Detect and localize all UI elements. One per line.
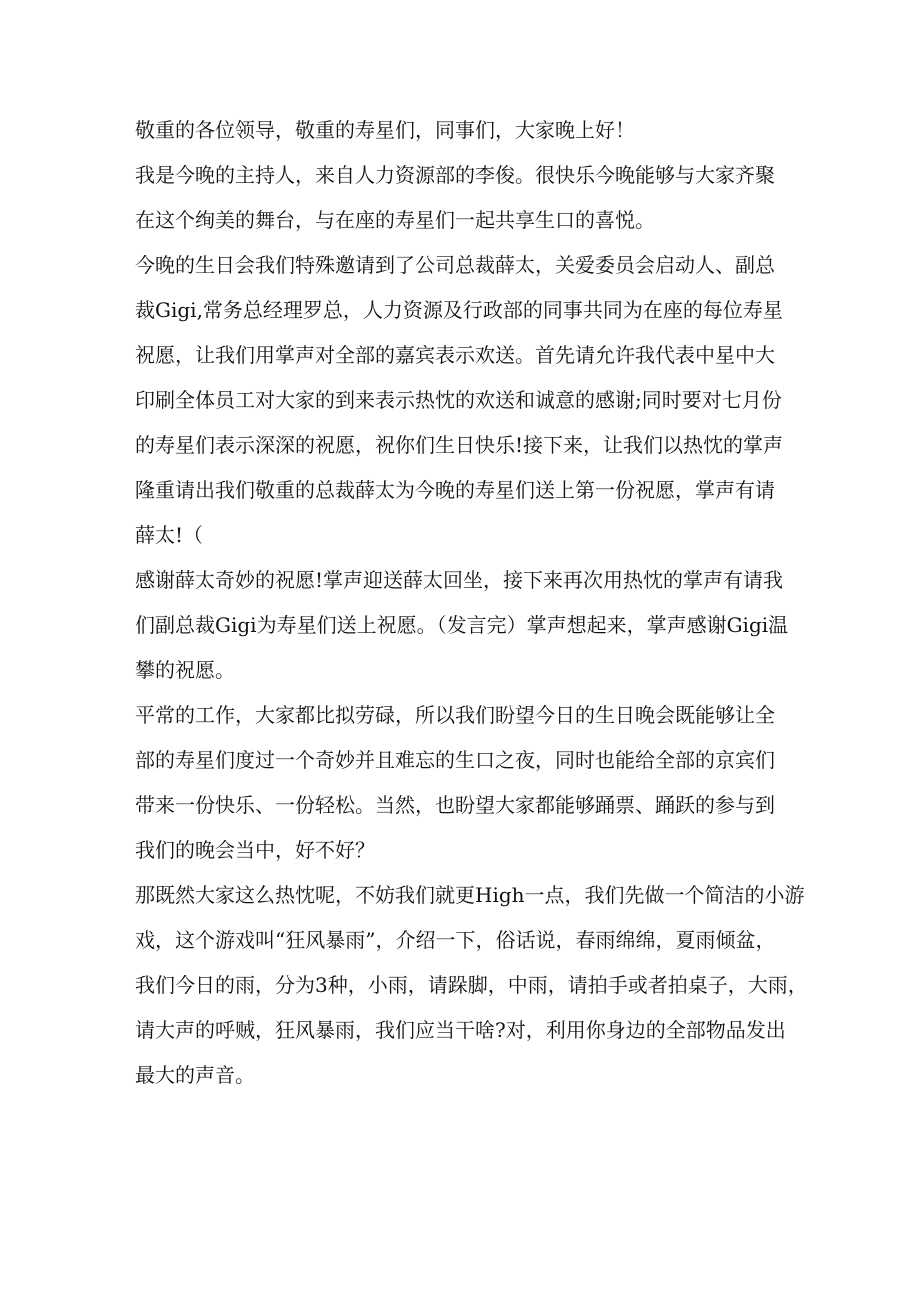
text-line: 那既然大家这么热忱呢，不妨我们就更High一点，我们先做一个简洁的小游	[135, 883, 805, 907]
text-line: 隆重请出我们敬重的总裁薛太为今晚的寿星们送上第一份祝愿，掌声有请	[135, 478, 775, 502]
text-line: 请大声的呼贼，狂风暴雨，我们应当干啥?对，利用你身边的全部物品发出	[135, 1018, 786, 1042]
text-line: 攀的祝愿。	[135, 658, 235, 682]
paragraph-party-hopes	[135, 693, 795, 873]
text-line: 今晚的生日会我们特殊邀请到了公司总裁薛太，关爱委员会启动人、副总	[135, 253, 775, 277]
text-line: 感谢薛太奇妙的祝愿!掌声迎送薛太回坐，接下来再次用热忱的掌声有请我	[135, 568, 784, 592]
text-line: 裁Gigi,常务总经理罗总，人力资源及行政部的同事共同为在座的每位寿星	[135, 298, 783, 322]
text-line: 的寿星们表示深深的祝愿，祝你们生日快乐!接下来，让我们以热忱的掌声	[135, 433, 784, 457]
text-line: 祝愿，让我们用掌声对全部的嘉宾表示欢送。首先请允许我代表中星中大	[135, 343, 775, 367]
paragraph-host-intro	[135, 153, 795, 243]
text-line: 我们今日的雨，分为3种，小雨，请跺脚，中雨，请拍手或者拍桌子，大雨，	[135, 973, 808, 997]
text-line: 薛太!（	[135, 523, 204, 547]
paragraph-thanks	[135, 558, 795, 693]
paragraph-greeting	[135, 108, 795, 153]
text-line: 我是今晚的主持人，来自人力资源部的李俊。很快乐今晚能够与大家齐聚	[135, 163, 775, 187]
text-line: 戏，这个游戏叫“狂风暴雨”，介绍一下，俗话说，春雨绵绵，夏雨倾盆，	[135, 928, 776, 952]
text-line: 我们的晚会当中，好不好？	[135, 838, 375, 862]
text-line: 们副总裁Gigi为寿星们送上祝愿。（发言完）掌声想起来，掌声感谢Gigi温	[135, 613, 789, 637]
text-line: 印刷全体员工对大家的到来表示热忱的欢送和诚意的感谢;同时要对七月份	[135, 388, 782, 412]
text-line: 平常的工作，大家都比拟劳碌，所以我们盼望今日的生日晚会既能够让全	[135, 703, 775, 727]
text-line: 最大的声音。	[135, 1063, 255, 1087]
text-line: 带来一份快乐、一份轻松。当然，也盼望大家都能够踊票、踊跃的参与到	[135, 793, 775, 817]
paragraph-game	[135, 873, 808, 1098]
document-body	[135, 108, 808, 1098]
text-line: 部的寿星们度过一个奇妙并且难忘的生口之夜，同时也能给全部的京宾们	[135, 748, 775, 772]
paragraph-guests	[135, 243, 795, 558]
text-line: 在这个绚美的舞台，与在座的寿星们一起共享生口的喜悦。	[135, 208, 655, 232]
text-line: 敬重的各位领导，敬重的寿星们，同事们，大家晚上好！	[135, 118, 635, 142]
